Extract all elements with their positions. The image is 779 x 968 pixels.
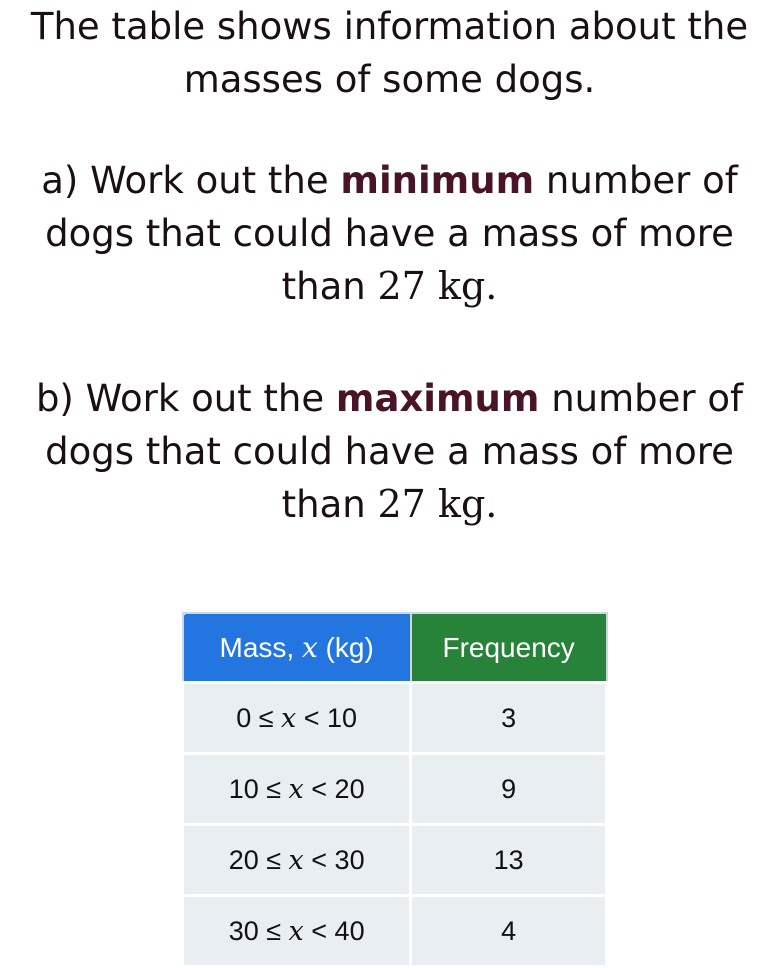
mass-interval-cell (183, 754, 411, 825)
table-row (183, 896, 607, 967)
interval-upper: < 20 (303, 773, 365, 804)
table-header-row (183, 613, 607, 683)
header-mass-unit: (kg) (317, 632, 374, 663)
question-b-keyword: maximum (335, 377, 540, 420)
question-b-prefix: b) Work out the (35, 377, 336, 420)
mass-interval-cell (183, 825, 411, 896)
question-a-line-1 (0, 154, 779, 207)
mass-frequency-table (181, 612, 608, 968)
question-a-prefix: a) Work out the (41, 159, 341, 202)
interval-upper: < 40 (303, 915, 365, 946)
interval-variable: x (281, 702, 297, 734)
interval-lower: 10 ≤ (228, 773, 289, 804)
table-row (183, 754, 607, 825)
frequency-cell: 9 (411, 754, 607, 825)
question-a-than: than (281, 265, 378, 308)
question-b-line-2: dogs that could have a mass of more (45, 430, 734, 473)
header-frequency: Frequency (411, 613, 607, 683)
intro-line-1: The table shows information about the (30, 5, 749, 48)
table-row (183, 683, 607, 754)
mass-interval-cell (183, 896, 411, 967)
question-b-than: than (281, 483, 378, 526)
question-a-threshold: 27 kg. (377, 264, 498, 308)
question-a (0, 154, 779, 313)
header-mass (183, 613, 411, 683)
header-mass-variable: x (301, 631, 318, 664)
question-a-line-3 (0, 260, 779, 313)
interval-upper: < 10 (296, 702, 358, 733)
interval-lower: 0 ≤ (236, 702, 282, 733)
question-b-line-3 (0, 478, 779, 531)
frequency-cell: 13 (411, 825, 607, 896)
frequency-cell: 3 (411, 683, 607, 754)
question-a-suffix: number of (534, 159, 738, 202)
interval-variable: x (288, 773, 304, 805)
interval-variable: x (288, 844, 304, 876)
question-b-threshold: 27 kg. (377, 482, 498, 526)
intro-line-2: masses of some dogs. (183, 58, 596, 101)
interval-variable: x (288, 915, 304, 947)
question-b-suffix: number of (539, 377, 744, 420)
question-b-line-1 (0, 372, 779, 425)
mass-interval-cell (183, 683, 411, 754)
frequency-cell: 4 (411, 896, 607, 967)
question-a-keyword: minimum (340, 159, 535, 202)
question-a-line-2: dogs that could have a mass of more (45, 212, 734, 255)
question-b (0, 372, 779, 531)
header-mass-label: Mass, (219, 632, 302, 663)
interval-lower: 30 ≤ (228, 915, 289, 946)
interval-upper: < 30 (303, 844, 365, 875)
table-row (183, 825, 607, 896)
interval-lower: 20 ≤ (228, 844, 289, 875)
intro-text (0, 0, 779, 106)
